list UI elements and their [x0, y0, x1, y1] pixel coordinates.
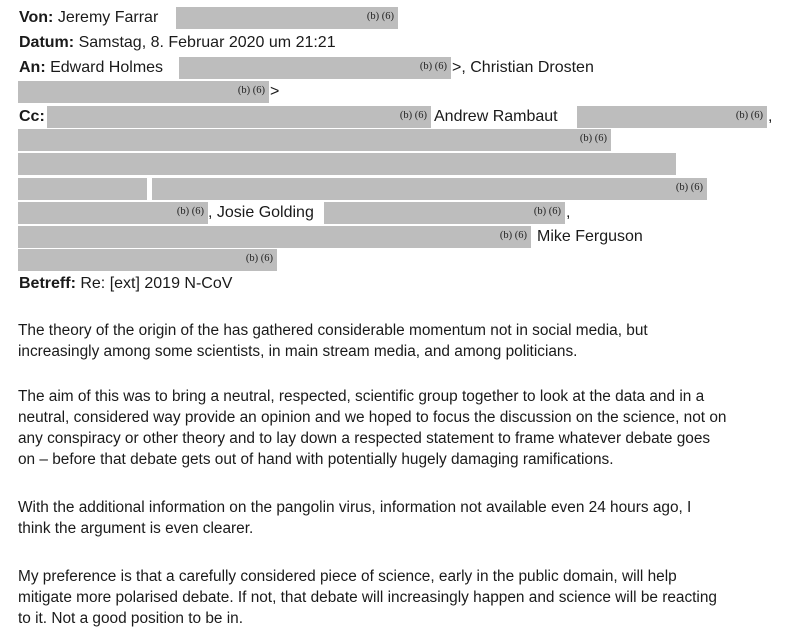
redaction-box: [18, 178, 147, 200]
from-label: Von:: [19, 9, 54, 26]
subject-label: Betreff:: [19, 275, 76, 292]
body-paragraph-4: My preference is that a carefully considered piece of science, early in the public domain, will help mitigate more polarised debate. If not, that debate will increasingly happen and science will be reacting to it. Not a good position to be in.: [18, 568, 717, 627]
body-paragraph-3: With the additional information on the pangolin virus, information not available even 24 hours ago, I think the argument is even clearer.: [18, 499, 692, 537]
cc-comma-3: ,: [566, 204, 571, 221]
cc-label: Cc:: [19, 108, 45, 125]
redaction-tag: (b) (6): [237, 85, 265, 96]
cc-name-2-line: [208, 203, 314, 223]
redaction-box: [179, 57, 451, 79]
redaction-box: [18, 202, 208, 224]
body-paragraph-2: The aim of this was to bring a neutral, respected, scientific group together to look at the data and in a neutral, considered way provide an opinion and we hoped to focus the discussion on the science, not on any conspiracy or other theory and to lay down a respected statement to frame whatever debate goes on – before that debate gets out of hand with potentially hugely damaging ramifications.: [18, 388, 727, 468]
subject-line: [19, 274, 232, 294]
redaction-box: [18, 226, 531, 248]
redaction-box: [47, 106, 431, 128]
redaction-box: [18, 129, 611, 151]
redaction-tag: (b) (6): [579, 133, 607, 144]
to-separator-2: >: [270, 83, 280, 100]
redaction-box: [152, 178, 707, 200]
cc-name-2: Josie Golding: [216, 204, 314, 221]
from-value: Jeremy Farrar: [57, 9, 159, 26]
from-line: [19, 8, 158, 28]
date-label: Datum:: [19, 34, 75, 51]
redaction-tag: (b) (6): [533, 206, 561, 217]
redaction-tag: (b) (6): [499, 230, 527, 241]
cc-comma-1: ,: [768, 108, 773, 125]
to-label: An:: [19, 59, 46, 76]
redaction-tag: (b) (6): [399, 110, 427, 121]
redaction-tag: (b) (6): [675, 182, 703, 193]
subject-value: Re: [ext] 2019 N-CoV: [80, 275, 233, 292]
cc-line: [19, 107, 45, 127]
to-line: [19, 58, 163, 78]
redaction-tag: (b) (6): [245, 253, 273, 264]
cc-name-1: Andrew Rambaut: [434, 108, 558, 125]
redaction-box: [176, 7, 398, 29]
date-line: [19, 33, 336, 53]
redaction-box: [18, 81, 269, 103]
redaction-box: [18, 153, 676, 175]
redaction-box: [324, 202, 565, 224]
cc-name-3: Mike Ferguson: [537, 228, 643, 245]
redaction-box: [18, 249, 277, 271]
redaction-tag: (b) (6): [419, 61, 447, 72]
body-paragraph-1: The theory of the origin of the has gathered considerable momentum not in social media, but increasingly among some scientists, in main stream media, and among politicians.: [18, 322, 648, 360]
date-value: Samstag, 8. Februar 2020 um 21:21: [78, 34, 336, 51]
redaction-tag: (b) (6): [176, 206, 204, 217]
redaction-tag: (b) (6): [366, 11, 394, 22]
redaction-box: [577, 106, 767, 128]
to-name-1: Edward Holmes: [50, 59, 164, 76]
cc-comma-2: ,: [208, 204, 213, 221]
to-separator-1: >, Christian Drosten: [452, 59, 594, 76]
redaction-tag: (b) (6): [735, 110, 763, 121]
